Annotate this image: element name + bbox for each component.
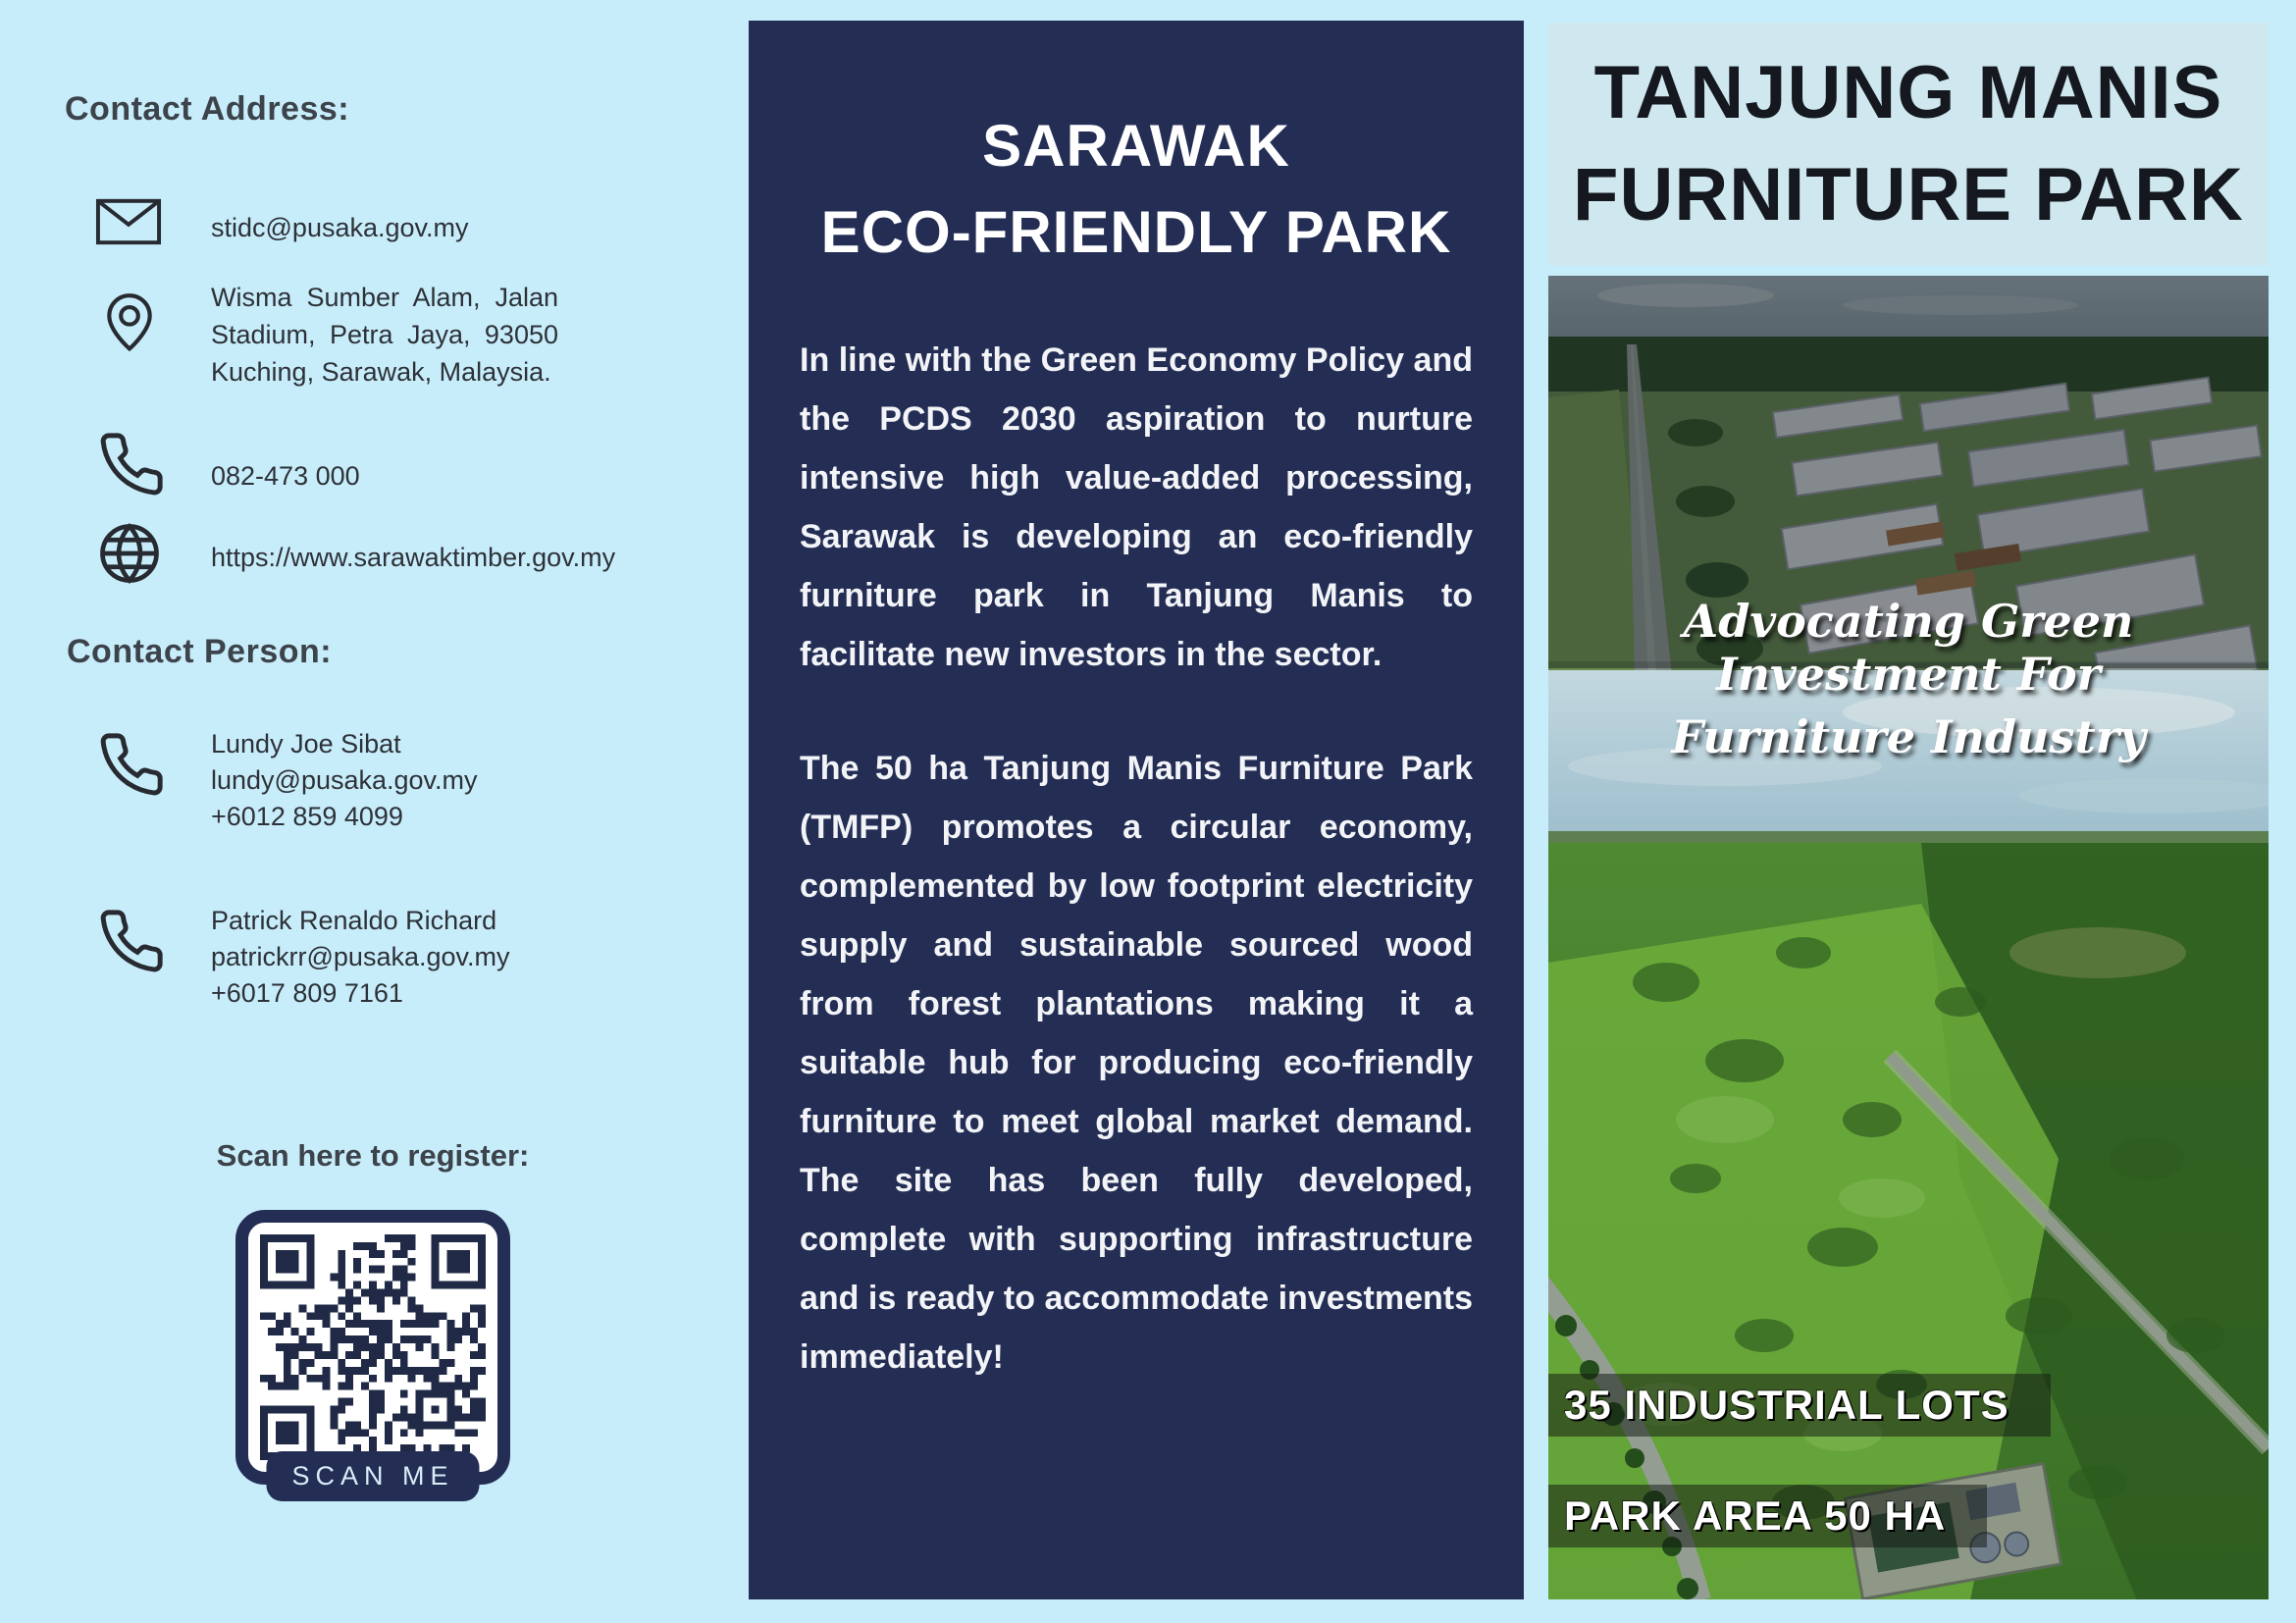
photo-caption-line2: Furniture Industry: [1671, 710, 2146, 763]
contact-person-1: [211, 726, 478, 835]
location-pin-icon: [99, 278, 160, 364]
park-title-block: [1548, 23, 2269, 266]
contact-address-heading: Contact Address:: [65, 90, 350, 128]
photo-caption-line1: Advocating Green Investment For: [1683, 595, 2134, 701]
contact-person-2: [211, 903, 510, 1012]
mail-icon: [95, 198, 162, 245]
park-title-line2: FURNITURE PARK: [1573, 153, 2244, 236]
scan-me-badge: SCAN ME: [266, 1451, 479, 1501]
aerial-photo: [1548, 276, 2269, 1599]
phone-icon: [97, 430, 166, 498]
phone-icon: [97, 730, 166, 799]
contact-email: stidc@pusaka.gov.my: [211, 213, 469, 242]
contact-address: [211, 279, 558, 391]
scan-register-heading: Scan here to register:: [216, 1138, 530, 1173]
contact-person-heading: Contact Person:: [67, 633, 333, 670]
eco-park-paragraph-2: The 50 ha Tanjung Manis Furniture Park (TMFP) promotes a circular economy, complemented by low footprint electricity supply and sustainable sourced wood from forest plantations making it a suitable hub for producing eco-friendly furniture to meet global market demand. The site has been fully developed, complete with supporting infrastructure and is ready to accommodate investments immediately!: [800, 750, 1473, 1376]
industrial-lots-badge: 35 INDUSTRIAL LOTS: [1548, 1374, 2051, 1437]
address-line-1: Wisma Sumber Alam, Jalan: [211, 283, 558, 312]
person-email: patrickrr@pusaka.gov.my: [211, 942, 510, 971]
contact-panel: [0, 0, 749, 1623]
qr-code-pattern: [260, 1234, 486, 1460]
eco-park-title-line1: SARAWAK: [982, 113, 1290, 179]
phone-icon: [97, 907, 166, 975]
person-email: lundy@pusaka.gov.my: [211, 765, 478, 795]
person-phone: +6017 809 7161: [211, 978, 403, 1008]
park-title-line1: TANJUNG MANIS: [1593, 51, 2223, 134]
park-title: [1573, 42, 2244, 246]
eco-park-paragraph-1: In line with the Green Economy Policy and the PCDS 2030 aspiration to nurture intensive high value-added processing, Sarawak is developing an eco-friendly furniture park in Tanjung Manis to facilitate new investors in the sector.: [800, 341, 1473, 673]
person-name: Patrick Renaldo Richard: [211, 906, 497, 935]
address-line-2: Stadium, Petra Jaya, 93050: [211, 320, 558, 349]
address-line-3: Kuching, Sarawak, Malaysia.: [211, 357, 551, 387]
eco-park-panel: [749, 21, 1524, 1599]
qr-code: [235, 1210, 510, 1491]
eco-park-title-line2: ECO-FRIENDLY PARK: [820, 199, 1452, 265]
park-area-badge: PARK AREA 50 HA: [1548, 1485, 1987, 1547]
contact-phone: 082-473 000: [211, 461, 360, 491]
globe-icon: [97, 521, 162, 586]
person-phone: +6012 859 4099: [211, 802, 403, 831]
person-name: Lundy Joe Sibat: [211, 729, 401, 759]
eco-park-title: [800, 103, 1473, 276]
contact-website: https://www.sarawaktimber.gov.my: [211, 543, 616, 572]
